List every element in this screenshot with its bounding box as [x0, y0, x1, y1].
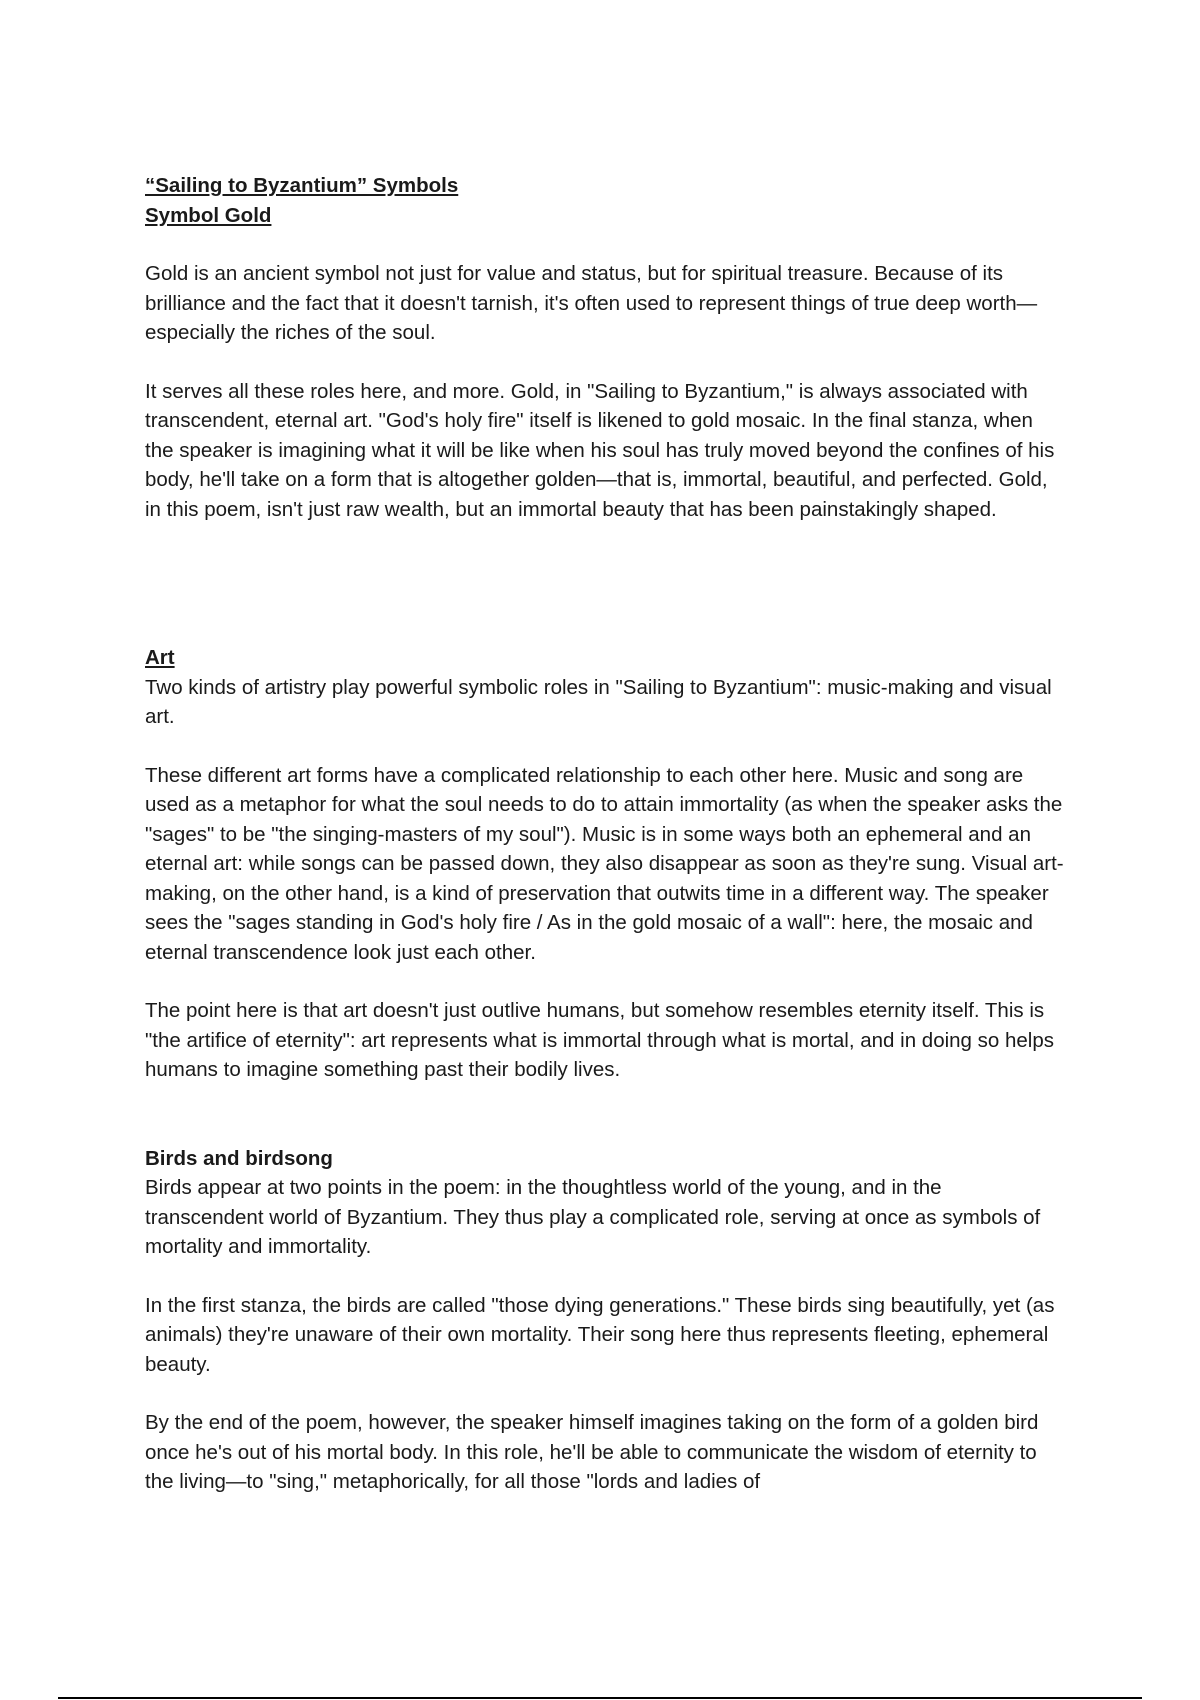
gold-paragraph-1: Gold is an ancient symbol not just for value and status, but for spiritual treasure. Because of its brilliance and the fact that it doesn't tarnish, it's often used to represent things of true deep worth—especially the riches of the soul.: [145, 262, 1038, 344]
page-bottom-rule: [58, 1697, 1142, 1699]
spacer: [145, 230, 1065, 259]
art-paragraph-3: The point here is that art doesn't just outlive humans, but somehow resembles eternity itself. This is "the artifice of eternity": art represents what is immortal through what is mortal, and in doing so helps humans to imagine something past their bodily lives.: [145, 999, 1055, 1081]
spacer: [145, 348, 1065, 377]
document-page: [145, 171, 1065, 1497]
art-paragraph-2: These different art forms have a complicated relationship to each other here. Music and song are used as a metaphor for what the soul needs to do to attain immortality (as when the speaker asks the "sages" to be "the singing-masters of my soul"). Music is in some ways both an ephemeral and an eternal art: while songs can be passed down, they also disappear as soon as they're sung. Visual art-making, on the other hand, is a kind of preservation that outwits time in a different way. The speaker sees the "sages standing in God's holy fire / As in the gold mosaic of a wall": here, the mosaic and eternal transcendence look just each other.: [145, 763, 1064, 964]
spacer: [145, 1379, 1065, 1408]
spacer: [145, 524, 1065, 643]
section-heading-birds: Birds and birdsong: [145, 1146, 333, 1170]
spacer: [145, 1085, 1065, 1144]
gold-paragraph-2: It serves all these roles here, and more. Gold, in "Sailing to Byzantium," is always associated with transcendent, eternal art. "God's holy fire" itself is likened to gold mosaic. In the final stanza, when the speaker is imagining what it will be like when his soul has truly moved beyond the confines of his body, he'll take on a form that is altogether golden—that is, immortal, beautiful, and perfected. Gold, in this poem, isn't just raw wealth, but an immortal beauty that has been painstakingly shaped.: [145, 379, 1055, 521]
art-paragraph-1: Two kinds of artistry play powerful symbolic roles in "Sailing to Byzantium": music-making and visual art.: [145, 675, 1052, 728]
spacer: [145, 1262, 1065, 1291]
birds-paragraph-3: By the end of the poem, however, the speaker himself imagines taking on the form of a golden bird once he's out of his mortal body. In this role, he'll be able to communicate the wisdom of eternity to the living—to "sing," metaphorically, for all those "lords and ladies of: [145, 1411, 1039, 1493]
birds-paragraph-1: Birds appear at two points in the poem: in the thoughtless world of the young, and in the transcendent world of Byzantium. They thus play a complicated role, serving at once as symbols of mortality and immortality.: [145, 1176, 1041, 1258]
spacer: [145, 967, 1065, 996]
section-heading-art: Art: [145, 646, 175, 669]
document-title: “Sailing to Byzantium” Symbols: [145, 174, 459, 197]
spacer: [145, 732, 1065, 761]
section-heading-gold: Symbol Gold: [145, 203, 272, 227]
birds-paragraph-2: In the first stanza, the birds are called "those dying generations." These birds sing beautifully, yet (as animals) they're unaware of their own mortality. Their song here thus represents fleeting, ephemeral beauty.: [145, 1293, 1055, 1376]
